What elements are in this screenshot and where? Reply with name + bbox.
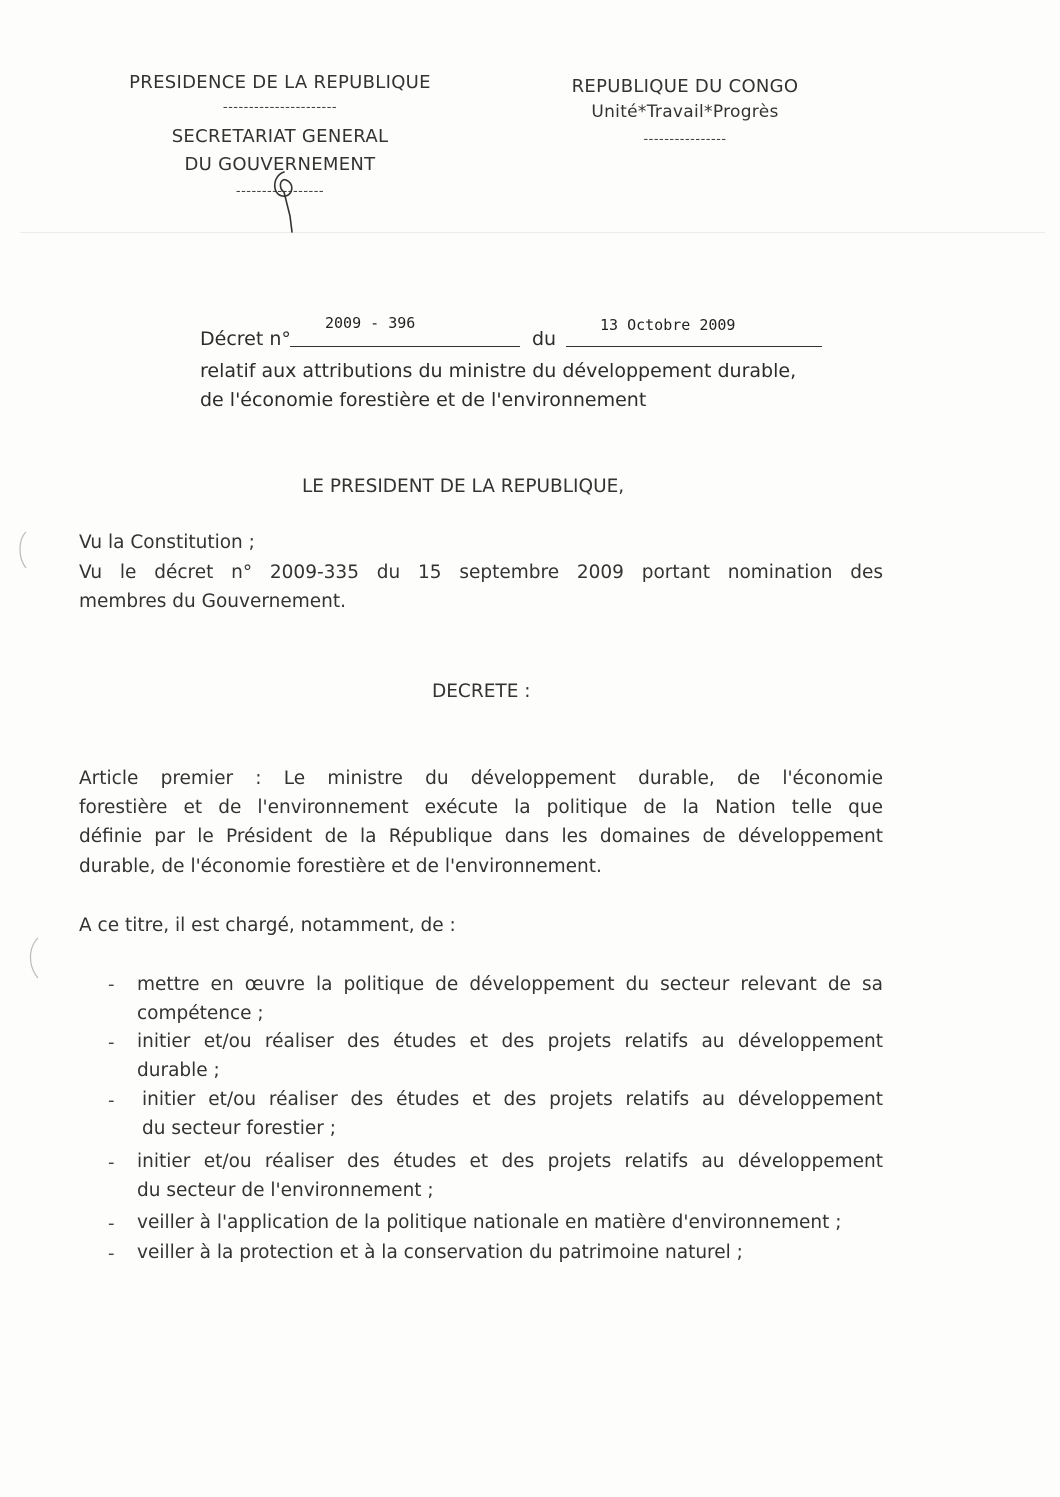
bullet-1-line-2: compétence ; [137,1003,264,1024]
decree-subject-line-2: de l'économie forestière et de l'environnement [200,389,647,411]
bullet-1-line-1: mettre en œuvre la politique de développement du secteur relevant de sa [137,974,883,995]
article-1-line-1: Article premier : Le ministre du développement durable, de l'économie [79,768,883,789]
header-republique: REPUBLIQUE DU CONGO [571,76,799,97]
decree-number: 2009 - 396 [325,314,416,332]
president-heading: LE PRESIDENT DE LA REPUBLIQUE, [302,476,625,497]
bullet-2-line-2: durable ; [137,1060,220,1081]
header-right-separator: ---------------- [643,132,727,147]
decree-number-underline [290,346,520,347]
bullet-5-line-1: veiller à l'application de la politique nationale en matière d'environnement ; [137,1212,842,1233]
scan-margin-mark [24,936,40,980]
header-motto: Unité*Travail*Progrès [591,102,779,122]
vu-decret-line-1: Vu le décret n° 2009-335 du 15 septembre 2009 portant nomination des [79,562,883,583]
article-1-line-4: durable, de l'économie forestière et de l'environnement. [79,856,602,877]
header-presidence: PRESIDENCE DE LA REPUBLIQUE [129,72,431,93]
bullet-dash: - [108,974,115,995]
decree-date-underline [566,346,822,347]
header-gouvernement: DU GOUVERNEMENT [184,154,376,175]
vu-decret-line-2: membres du Gouvernement. [79,591,346,612]
bullet-4-line-2: du secteur de l'environnement ; [137,1180,434,1201]
bullet-dash: - [108,1152,115,1173]
decree-date: 13 Octobre 2009 [600,316,736,334]
decree-subject-line-1: relatif aux attributions du ministre du développement durable, [200,360,797,382]
bullet-4-line-1: initier et/ou réaliser des études et des projets relatifs au développement [137,1151,883,1172]
bullet-dash: - [108,1243,115,1264]
bullet-3-line-1: initier et/ou réaliser des études et des projets relatifs au développement [142,1089,883,1110]
header-left-separator-2: ----------------- [235,184,325,199]
bullet-dash: - [108,1213,115,1234]
scan-artifact-line [20,232,1045,233]
header-secretariat: SECRETARIAT GENERAL [171,126,389,147]
decree-du-label: du [532,328,557,350]
bullet-2-line-1: initier et/ou réaliser des études et des projets relatifs au développement [137,1031,883,1052]
article-1-line-3: définie par le Président de la République dans les domaines de développement [79,826,883,847]
handwritten-initial-mark [262,166,308,236]
header-left-separator-1: ---------------------- [222,100,338,115]
decree-prefix: Décret n° [200,328,291,350]
vu-constitution: Vu la Constitution ; [79,532,255,553]
decrete-heading: DECRETE : [432,681,531,702]
scan-margin-mark [14,530,28,570]
a-ce-titre: A ce titre, il est chargé, notamment, de : [79,915,456,936]
bullet-dash: - [108,1032,115,1053]
article-1-line-2: forestière et de l'environnement exécute la politique de la Nation telle que [79,797,883,818]
bullet-6-line-1: veiller à la protection et à la conservation du patrimoine naturel ; [137,1242,743,1263]
bullet-dash: - [108,1090,115,1111]
bullet-3-line-2: du secteur forestier ; [142,1118,336,1139]
